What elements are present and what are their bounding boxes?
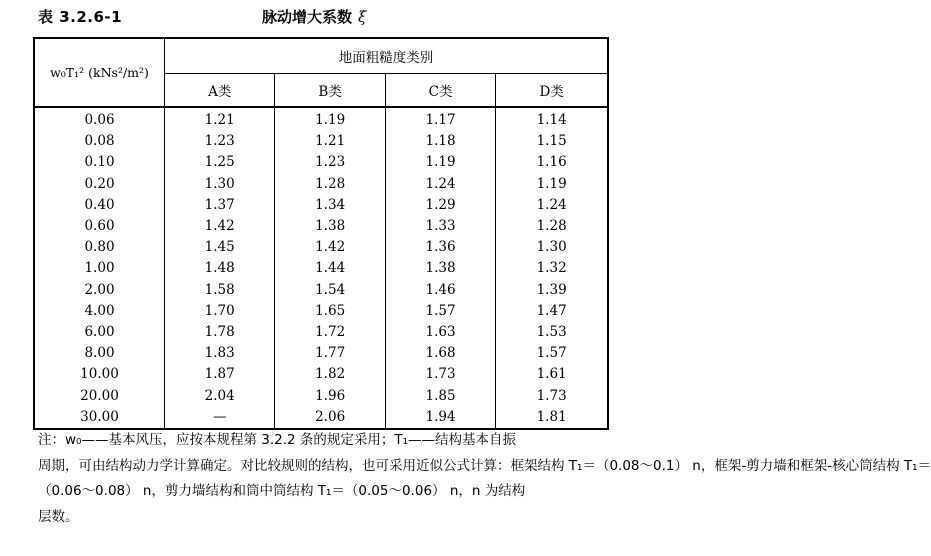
coefficient-cell: 1.28 bbox=[536, 218, 567, 235]
table-caption bbox=[0, 6, 657, 30]
coefficient-cell: 1.25 bbox=[165, 152, 275, 173]
table-row bbox=[34, 258, 608, 279]
coefficient-cell: 1.45 bbox=[165, 237, 275, 258]
coefficient-cell: 1.30 bbox=[165, 174, 275, 195]
coefficient-cell: 1.53 bbox=[536, 323, 567, 340]
coefficient-cell: 1.78 bbox=[165, 322, 275, 343]
coefficient-cell: 1.73 bbox=[385, 364, 495, 385]
coefficient-cell: 1.58 bbox=[165, 280, 275, 301]
param-value-cell: 10.00 bbox=[34, 364, 165, 385]
table-note bbox=[38, 428, 931, 530]
table-title bbox=[262, 6, 366, 27]
coefficient-cell: 1.23 bbox=[165, 131, 275, 152]
coefficient-cell: 2.04 bbox=[165, 385, 275, 406]
coefficient-cell: 1.83 bbox=[165, 343, 275, 364]
table-row bbox=[34, 174, 608, 195]
coefficient-cell: — bbox=[165, 407, 275, 429]
coefficient-cell: 1.46 bbox=[385, 280, 495, 301]
coefficient-cell: 1.21 bbox=[275, 131, 385, 152]
coefficient-cell: 1.87 bbox=[165, 364, 275, 385]
param-value-cell: 0.06 bbox=[34, 107, 165, 131]
param-value-cell: 0.20 bbox=[34, 174, 165, 195]
coefficient-cell: 1.33 bbox=[385, 216, 495, 237]
param-value-cell: 0.10 bbox=[34, 152, 165, 173]
coefficient-cell: 1.47 bbox=[536, 302, 567, 319]
coefficient-cell: 1.85 bbox=[385, 385, 495, 406]
coefficient-cell: 1.18 bbox=[385, 131, 495, 152]
table-row bbox=[34, 364, 608, 385]
coefficient-cell: 1.32 bbox=[536, 260, 567, 277]
param-value-cell: 0.80 bbox=[34, 237, 165, 258]
coefficient-cell: 1.48 bbox=[165, 258, 275, 279]
coefficient-cell: 1.24 bbox=[536, 196, 567, 213]
param-value-cell: 0.60 bbox=[34, 216, 165, 237]
coefficient-cell: 1.19 bbox=[275, 107, 385, 131]
coefficient-cell: 1.70 bbox=[165, 301, 275, 322]
category-header: C类 bbox=[385, 74, 495, 108]
coefficient-cell: 1.38 bbox=[275, 216, 385, 237]
coefficient-cell: 1.42 bbox=[165, 216, 275, 237]
param-value-cell: 1.00 bbox=[34, 258, 165, 279]
coefficient-cell: 1.37 bbox=[165, 195, 275, 216]
coefficient-cell: 1.34 bbox=[275, 195, 385, 216]
coefficient-cell: 1.19 bbox=[385, 152, 495, 173]
coefficient-cell: 1.19 bbox=[536, 175, 567, 192]
roughness-group-header: 地面粗糙度类别 bbox=[165, 38, 609, 74]
coefficient-cell: 1.57 bbox=[536, 345, 567, 362]
param-value-cell: 6.00 bbox=[34, 322, 165, 343]
table-row bbox=[34, 152, 608, 173]
table-number: 表 3.2.6-1 bbox=[38, 8, 123, 26]
table-row bbox=[34, 385, 608, 406]
coefficient-cell: 1.38 bbox=[385, 258, 495, 279]
coefficient-cell: 1.14 bbox=[536, 112, 567, 129]
category-header: B类 bbox=[275, 74, 385, 108]
table-row bbox=[34, 322, 608, 343]
coefficient-cell: 1.28 bbox=[275, 174, 385, 195]
coefficient-cell: 1.44 bbox=[275, 258, 385, 279]
coefficient-cell: 1.24 bbox=[385, 174, 495, 195]
coefficient-cell: 1.61 bbox=[536, 366, 567, 383]
table-title-symbol: ξ bbox=[358, 8, 367, 26]
coefficient-cell: 1.16 bbox=[536, 154, 567, 171]
table-row bbox=[34, 301, 608, 322]
table-row bbox=[34, 107, 608, 131]
table-row bbox=[34, 280, 608, 301]
coefficient-cell: 1.77 bbox=[275, 343, 385, 364]
coefficient-cell: 1.57 bbox=[385, 301, 495, 322]
coefficient-cell: 1.42 bbox=[275, 237, 385, 258]
coefficient-cell: 1.17 bbox=[385, 107, 495, 131]
table-row bbox=[34, 407, 608, 429]
coefficient-cell: 1.68 bbox=[385, 343, 495, 364]
table-row bbox=[34, 343, 608, 364]
note-line: （0.06～0.08） n，剪力墙结构和筒中筒结构 T₁＝（0.05～0.06） n，n 为结构 bbox=[38, 483, 526, 499]
table-row bbox=[34, 237, 608, 258]
table-body bbox=[34, 107, 608, 429]
table-row bbox=[34, 131, 608, 152]
note-line: 注：w₀——基本风压，应按本规程第 3.2.2 条的规定采用；T₁——结构基本自振 bbox=[38, 432, 517, 448]
coefficient-cell: 1.21 bbox=[165, 107, 275, 131]
table-row bbox=[34, 195, 608, 216]
param-value-cell: 0.40 bbox=[34, 195, 165, 216]
coefficient-cell: 1.63 bbox=[385, 322, 495, 343]
param-value-cell: 4.00 bbox=[34, 301, 165, 322]
coefficient-cell: 1.30 bbox=[536, 239, 567, 256]
param-value-cell: 20.00 bbox=[34, 385, 165, 406]
coefficient-cell: 1.94 bbox=[385, 407, 495, 429]
coefficient-cell: 1.15 bbox=[536, 133, 567, 150]
coefficient-cell: 1.72 bbox=[275, 322, 385, 343]
coefficient-cell: 1.54 bbox=[275, 280, 385, 301]
table-title-text: 脉动增大系数 bbox=[262, 8, 353, 26]
coefficient-cell: 1.23 bbox=[275, 152, 385, 173]
coefficient-cell: 1.96 bbox=[275, 385, 385, 406]
coefficient-cell: 1.39 bbox=[536, 281, 567, 298]
table-row bbox=[34, 216, 608, 237]
coefficient-table bbox=[33, 37, 609, 430]
note-line: 周期，可由结构动力学计算确定。对比较规则的结构，也可采用近似公式计算：框架结构 T₁＝（0.08～0.1） n，框架-剪力墙和框架-核心筒结构 T₁＝ bbox=[38, 457, 931, 474]
coefficient-cell: 1.29 bbox=[385, 195, 495, 216]
coefficient-cell: 1.81 bbox=[536, 408, 567, 425]
note-line: 层数。 bbox=[38, 508, 79, 525]
param-value-cell: 0.08 bbox=[34, 131, 165, 152]
param-column-header: w₀T₁² (kNs²/m²) bbox=[34, 38, 165, 107]
coefficient-cell: 1.65 bbox=[275, 301, 385, 322]
coefficient-cell: 1.36 bbox=[385, 237, 495, 258]
param-value-cell: 2.00 bbox=[34, 280, 165, 301]
category-header: D类 bbox=[496, 74, 608, 108]
coefficient-cell: 1.73 bbox=[536, 387, 567, 404]
param-value-cell: 8.00 bbox=[34, 343, 165, 364]
coefficient-cell: 2.06 bbox=[275, 407, 385, 429]
coefficient-cell: 1.82 bbox=[275, 364, 385, 385]
param-value-cell: 30.00 bbox=[34, 407, 165, 429]
category-header: A类 bbox=[165, 74, 275, 108]
